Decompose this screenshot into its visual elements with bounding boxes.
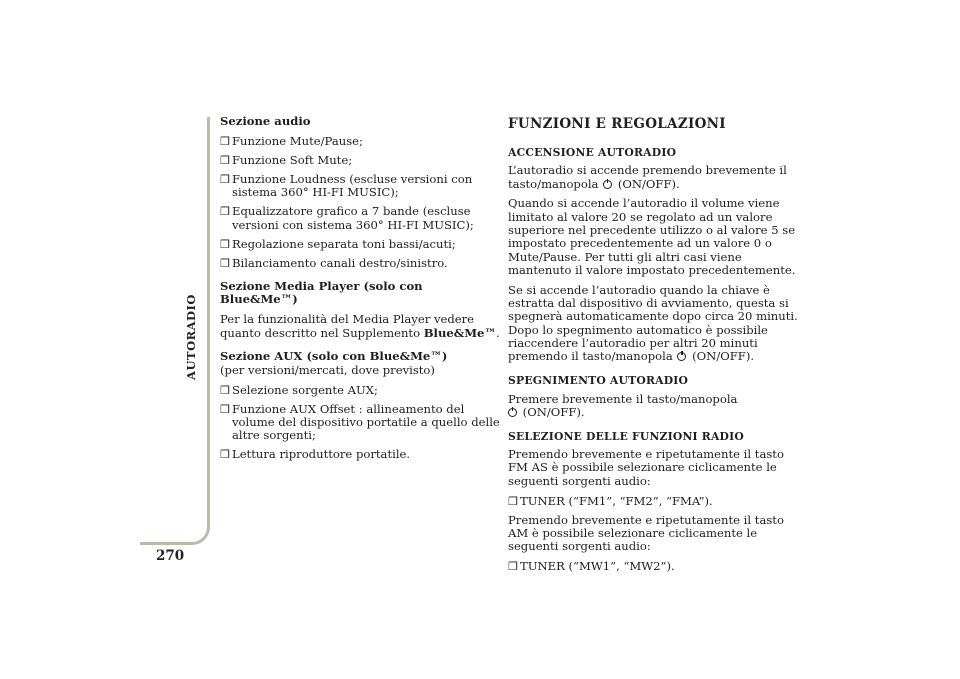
media-text-end: . xyxy=(496,325,500,340)
list-item xyxy=(220,154,500,167)
list-item-text: Equalizzatore grafico a 7 bande (escluse versioni con sistema 360° HI-FI MUSIC); xyxy=(232,204,474,232)
list-item xyxy=(220,238,500,251)
sel-paragraph-2: Premendo brevemente e ripetutamente il tasto AM è possibile selezionare ciclicamente le seguenti sorgenti audio: xyxy=(508,512,784,554)
list-item xyxy=(220,384,500,397)
sel-heading: SELEZIONE DELLE FUNZIONI RADIO xyxy=(508,429,744,443)
list-item-text: Funzione AUX Offset : allineamento del volume del dispositivo portatile a quello delle altre sorgenti; xyxy=(232,401,500,443)
aux-heading: Sezione AUX (solo con Blue&Me™) xyxy=(220,349,448,364)
aux-note: (per versioni/mercati, dove previsto) xyxy=(220,362,435,377)
checkbox-bullet-icon: ❒ xyxy=(220,173,230,187)
checkbox-bullet-icon: ❒ xyxy=(508,560,518,574)
sel-paragraph-1: Premendo brevemente e ripetutamente il tasto FM AS è possibile selezionare ciclicamente le seguenti sorgenti audio: xyxy=(508,447,784,488)
checkbox-bullet-icon: ❒ xyxy=(220,383,230,397)
checkbox-bullet-icon: ❒ xyxy=(220,448,230,462)
on-paragraph-2: Quando si accende l’autoradio il volume viene limitato al valore 20 se regolato ad un valore superiore nel precedente utilizzo o al valore 5 se impostato precedentemente ad un valore 0 o Mute/Pause. Per tutti gli altri casi viene mantenuto il valore impostato precedentemente. xyxy=(508,196,796,277)
audio-feature-list xyxy=(220,135,500,270)
list-item-text: TUNER (“FM1”, “FM2”, “FMA”). xyxy=(520,493,713,508)
right-column xyxy=(508,115,798,579)
power-knob-icon xyxy=(603,180,612,189)
list-item-text: Funzione Soft Mute; xyxy=(232,152,353,167)
on-paragraph-3 xyxy=(508,284,798,364)
checkbox-bullet-icon: ❒ xyxy=(508,494,518,508)
list-item xyxy=(220,448,500,461)
media-heading: Sezione Media Player (solo con Blue&Me™) xyxy=(220,279,423,307)
checkbox-bullet-icon: ❒ xyxy=(220,256,230,270)
audio-heading: Sezione audio xyxy=(220,114,311,128)
list-item xyxy=(220,135,500,148)
on-heading: ACCENSIONE AUTORADIO xyxy=(508,146,677,159)
page-margin-frame xyxy=(140,117,210,545)
list-item xyxy=(220,173,500,200)
list-item-text: Funzione Loudness (escluse versioni con sistema 360° HI-FI MUSIC); xyxy=(232,172,473,200)
checkbox-bullet-icon: ❒ xyxy=(220,402,230,416)
off-heading: SPEGNIMENTO AUTORADIO xyxy=(508,374,689,388)
on-p3-suffix: (ON/OFF). xyxy=(688,349,755,364)
list-item xyxy=(508,560,798,573)
power-knob-icon xyxy=(508,408,517,417)
off-p1-suffix: (ON/OFF). xyxy=(519,404,585,419)
section-label-text: AUTORADIO xyxy=(184,294,199,380)
off-p1-text: Premere brevemente il tasto/manopola xyxy=(508,391,738,406)
checkbox-bullet-icon: ❒ xyxy=(220,153,230,167)
media-text xyxy=(220,313,500,340)
list-item xyxy=(220,257,500,270)
checkbox-bullet-icon: ❒ xyxy=(220,205,230,219)
checkbox-bullet-icon: ❒ xyxy=(220,237,230,251)
list-item-text: TUNER (“MW1”, “MW2”). xyxy=(520,559,675,574)
on-p1-text: L’autoradio si accende premendo brevemente il tasto/manopola xyxy=(508,163,787,191)
checkbox-bullet-icon: ❒ xyxy=(220,134,230,148)
aux-feature-list xyxy=(220,384,500,462)
list-item-text: Funzione Mute/Pause; xyxy=(232,133,363,148)
section-tab-label xyxy=(184,294,199,380)
list-item-text: Bilanciamento canali destro/sinistro. xyxy=(232,255,448,270)
list-item xyxy=(220,205,500,232)
off-paragraph xyxy=(508,393,798,420)
list-item-text: Regolazione separata toni bassi/acuti; xyxy=(232,236,456,251)
left-column xyxy=(220,115,500,467)
media-text-bold: Blue&Me™ xyxy=(423,325,497,340)
on-p3-text: Se si accende l’autoradio quando la chiave è estratta dal dispositivo di avviamento, questa si spegnerà automaticamente dopo circa 20 minuti. Dopo lo spegnimento automatico è possibile riaccendere l’autoradio per altri 20 minuti premendo il tasto/manopola xyxy=(508,282,798,364)
list-item xyxy=(508,495,798,508)
on-paragraph-1 xyxy=(508,164,798,191)
on-p1-suffix: (ON/OFF). xyxy=(614,176,680,191)
section-title: FUNZIONI E REGOLAZIONI xyxy=(508,116,726,132)
list-item-text: Selezione sorgente AUX; xyxy=(232,382,378,397)
media-text-part: Per la funzionalità del Media Player vedere quanto descritto nel Supplemento xyxy=(220,312,475,340)
list-item-text: Lettura riproduttore portatile. xyxy=(232,447,411,462)
list-item xyxy=(220,403,500,443)
page-number: 270 xyxy=(156,548,185,564)
power-knob-icon xyxy=(677,352,686,361)
